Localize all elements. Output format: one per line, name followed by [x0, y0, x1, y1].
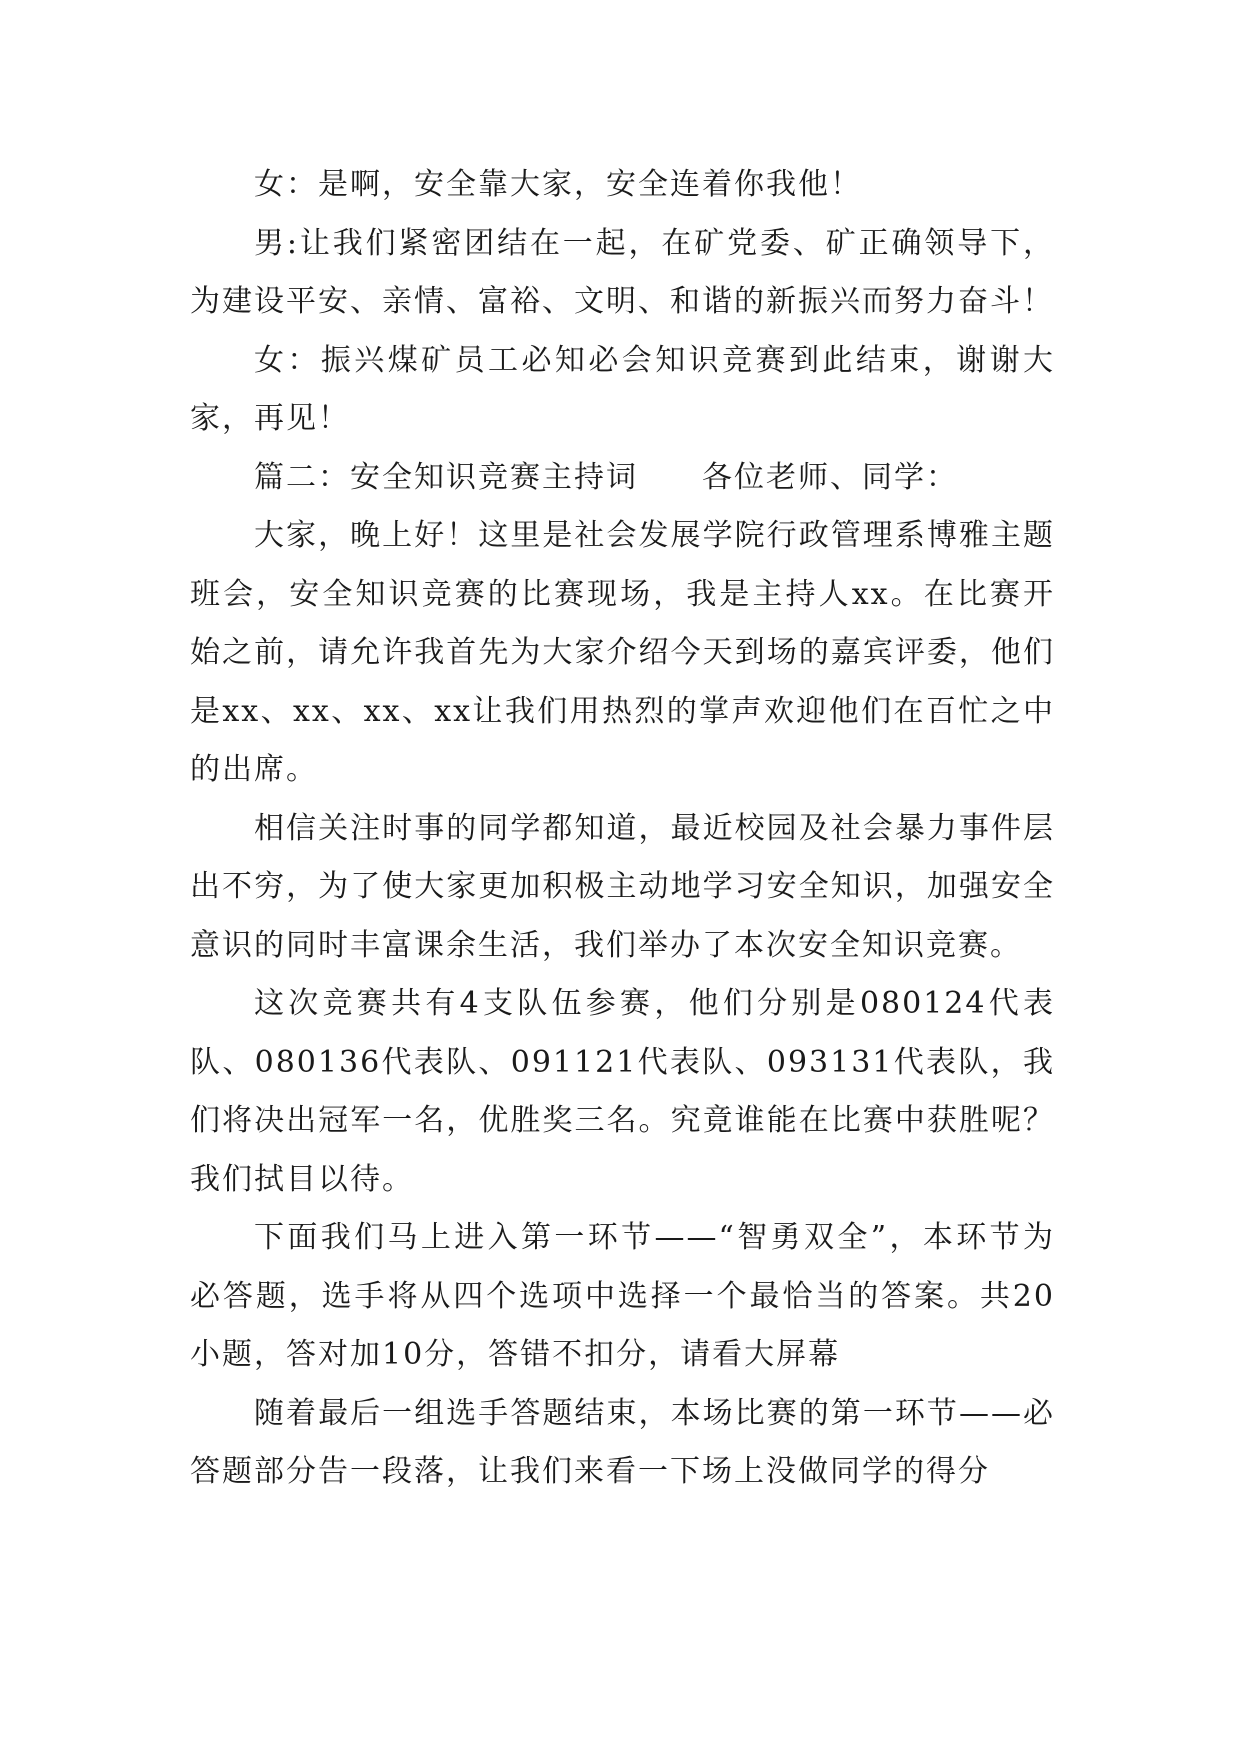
- paragraph-round-one-end: 随着最后一组选手答题结束，本场比赛的第一环节——必答题部分告一段落，让我们来看一下场上没做同学的得分: [190, 1395, 1055, 1489]
- paragraph-closing-male: 男:让我们紧密团结在一起，在矿党委、矿正确领导下，为建设平安、亲情、富裕、文明、和谐的新振兴而努力奋斗！: [190, 225, 1055, 319]
- document-body: [190, 156, 1055, 1502]
- paragraph-teams: 这次竞赛共有4支队伍参赛，他们分别是080124代表队、080136代表队、091121代表队、093131代表队，我们将决出冠军一名，优胜奖三名。究竟谁能在比赛中获胜呢？我们拭目以待。: [190, 986, 1055, 1197]
- paragraph-opening-greeting: 大家，晚上好！这里是社会发展学院行政管理系博雅主题班会，安全知识竞赛的比赛现场，我是主持人xx。在比赛开始之前，请允许我首先为大家介绍今天到场的嘉宾评委，他们是xx、xx、xx、xx让我们用热烈的掌声欢迎他们在百忙之中的出席。: [190, 518, 1055, 787]
- section-heading-part-two: 篇二：安全知识竞赛主持词 各位老师、同学：: [254, 459, 958, 495]
- paragraph-closing-female-2: 女：振兴煤矿员工必知必会知识竞赛到此结束，谢谢大家，再见！: [190, 342, 1055, 436]
- paragraph-round-one: 下面我们马上进入第一环节——“智勇双全”，本环节为必答题，选手将从四个选项中选择一个最恰当的答案。共20小题，答对加10分，答错不扣分，请看大屏幕: [190, 1220, 1055, 1372]
- paragraph-closing-female-1: 女：是啊，安全靠大家，安全连着你我他！: [254, 167, 862, 202]
- paragraph-background: 相信关注时事的同学都知道，最近校园及社会暴力事件层出不穷，为了使大家更加积极主动地学习安全知识，加强安全意识的同时丰富课余生活，我们举办了本次安全知识竞赛。: [190, 810, 1055, 963]
